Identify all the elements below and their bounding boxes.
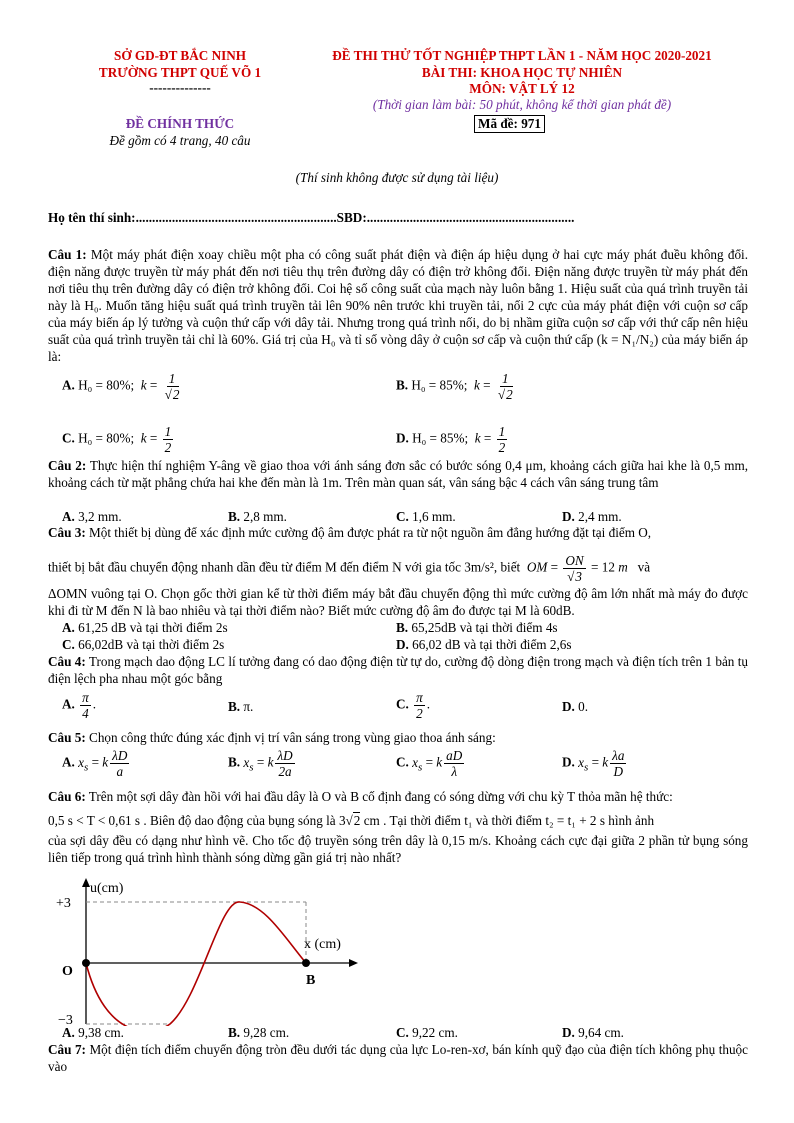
question-5: Câu 5: Chọn công thức đúng xác định vị trí vân sáng trong vùng giao thoa ánh sáng:: [48, 730, 496, 745]
answer-2d: D. 2,4 mm.: [562, 509, 622, 524]
question-1: [48, 246, 748, 365]
answer-letter: C.: [62, 430, 75, 446]
question-3-line2: thiết bị bắt đầu chuyển động nhanh dần đều từ điểm M đến điểm N với gia tốc 3m/s², biết OM = $\frac{ON}{√3}$ = 12 m và: [48, 553, 651, 584]
question-text: Một máy phát điện xoay chiều một pha có công suất phát điện và điện áp hiệu dụng ở hai cực máy phát đuều không đổi. điện năng được truyền từ máy phát đến nơi tiêu thụ trên đường dây có điện trở không đổi. Điện năng được truyền từ máy phát đến nơi tiêu thụ trên đường dây có điện trở không đổi. Coi hệ số công suất của mạch này luôn bằng 1. Hiệu suất của quá trình truyền tải này là H₀. Muốn tăng hiệu suất quá trình truyền tải lên 90% nên trước khi truyền tải, nối 2 cực của máy phát điện với cuộn sơ cấp của máy biến áp lý tưởng và cuộn thứ cấp với dây tải. Nhưng trong quá trình nối, do bị nhầm giữa cuộn sơ cấp với thứ cấp nên hiệu suất của quá trình truyền tải chỉ là 60%. Giá trị của H₀ và tỉ số vòng dây ở cuộn sơ cấp và cuộn thứ cấp (k = N₁/N₂) của máy biến áp là:: [48, 247, 749, 364]
point-b-label: B: [306, 973, 316, 988]
answer-text: H₀ = 80%;: [78, 377, 135, 393]
question-4: Câu 4: Trong mạch dao động LC lí tưởng đang có dao động điện từ tự do, cường độ dòng điện trong mạch và điện tích trên 1 bản tụ điện lệch pha nhau một góc bằng: [48, 654, 749, 686]
answer-4a: A. $\frac{\pi}{4}$ .: [62, 690, 97, 721]
answer-4c: C. $\frac{\pi}{2}$ .: [396, 690, 431, 721]
question-label: Câu 5:: [48, 730, 86, 745]
y-min-label: −3: [58, 1013, 73, 1026]
candidate-line: Họ tên thí sinh:.............................................................SBD:...............................................................: [48, 210, 575, 225]
exam-duration: (Thời gian làm bài: 50 phút, không kể thời gian phát đề): [372, 97, 672, 112]
dept-name: SỞ GD-ĐT BẮC NINH: [113, 48, 247, 63]
answer-6d: D. 9,64 cm.: [562, 1025, 624, 1040]
answer-3c: C. 66,02dB và tại thời điểm 2s: [62, 637, 225, 652]
answer-6a: A. 9,38 cm.: [62, 1025, 124, 1040]
answer-text: H₀ = 85%;: [411, 377, 468, 393]
exam-subject: BÀI THI: KHOA HỌC TỰ NHIÊN: [421, 65, 623, 80]
answer-1a: A. H₀ = 80%; k = $\frac{1}{√2}$: [62, 371, 180, 402]
question-2: [48, 457, 748, 491]
question-label: Câu 2:: [48, 458, 87, 473]
answer-1d: D. H₀ = 85%; k = $\frac{1}{2}$: [396, 424, 506, 455]
origin-label: O: [62, 964, 73, 979]
answer-3d: D. 66,02 dB và tại thời điểm 2,6s: [396, 637, 572, 652]
x-axis-arrow: [349, 959, 358, 967]
question-7: Câu 7: Một điện tích điểm chuyển động tròn đều dưới tác dụng của lực Lo-ren-xơ, bán kính quỹ đạo của điện tích không phụ thuộc vào: [48, 1042, 749, 1074]
answer-text: H₀ = 85%;: [412, 430, 469, 446]
x-axis-label: x (cm): [304, 937, 341, 952]
question-6-line1: Câu 6: Trên một sợi dây đàn hồi với hai đầu dây là O và B cố định đang có sóng dừng với chu kỳ T thỏa mãn hệ thức:: [48, 789, 673, 804]
answer-1b: B. H₀ = 85%; k = $\frac{1}{√2}$: [396, 371, 513, 402]
question-label: Câu 4:: [48, 654, 86, 669]
answer-6b: B. 9,28 cm.: [228, 1025, 290, 1040]
question-label: Câu 6:: [48, 789, 86, 804]
question-6-line3: của sợi dây đều có dạng như hình vẽ. Cho tốc độ truyền sóng trên dây là 0,15 m/s. Khoảng cách cực đại giữa 2 phần tử bụng sóng liên tiếp trong quá trình hình thành sóng dừng gần giá trị nào nhất?: [48, 833, 748, 865]
answer-4d: D. 0.: [562, 699, 589, 714]
exam-code: Mã đề: 971: [474, 115, 545, 133]
answer-3b: B. 65,25dB và tại thời điểm 4s: [396, 620, 558, 635]
answer-1c: C. H₀ = 80%; k = $\frac{1}{2}$: [62, 424, 172, 455]
answer-4b: B. π.: [228, 699, 254, 714]
y-max-label: +3: [56, 896, 71, 911]
answer-letter: A.: [62, 377, 75, 393]
question-text: Thực hiện thí nghiệm Y-âng về giao thoa với ánh sáng đơn sắc có bước sóng 0,4 μm, khoảng cách giữa hai khe là 0,5 mm, khoảng cách từ mặt phẳng chứa hai khe đến màn là 1m. Trên màn quan sát, vân sáng bậc 4 cách vân sáng trung tâm: [48, 458, 749, 490]
answer-2c: C. 1,6 mm.: [396, 509, 456, 524]
official-label: ĐỀ CHÍNH THỨC: [125, 116, 235, 131]
answer-text: H₀ = 80%;: [78, 430, 135, 446]
standing-wave-figure: [50, 878, 360, 1026]
y-axis-arrow: [82, 878, 90, 887]
answer-6c: C. 9,22 cm.: [396, 1025, 458, 1040]
answer-5b: B. $x_s = k$ $\frac{\lambda D}{2a}$: [228, 748, 293, 779]
divider-dashes: --------------: [149, 80, 211, 95]
no-materials-note: (Thí sinh không được sử dụng tài liệu): [295, 170, 499, 185]
question-label: Câu 1:: [48, 247, 87, 262]
question-label: Câu 3:: [48, 525, 86, 540]
answer-2b: B. 2,8 mm.: [228, 509, 287, 524]
question-label: Câu 7:: [48, 1042, 86, 1057]
exam-title: ĐỀ THI THỬ TỐT NGHIỆP THPT LẦN 1 - NĂM HỌC 2020-2021: [332, 48, 712, 63]
answer-letter: D.: [396, 430, 409, 446]
answer-3a: A. 61,25 dB và tại thời điểm 2s: [62, 620, 228, 635]
school-name: TRƯỜNG THPT QUẾ VÕ 1: [98, 65, 262, 80]
page-count: Đề gồm có 4 trang, 40 câu: [109, 133, 251, 148]
point-o: [82, 959, 90, 967]
answer-5c: C. $x_s = k$ $\frac{aD}{\lambda}$: [396, 748, 463, 779]
answer-2a: A. 3,2 mm.: [62, 509, 122, 524]
answer-5d: D. $x_s = k$ $\frac{\lambda a}{D}$: [562, 748, 625, 779]
question-6-line2: 0,5 s < T < 0,61 s . Biên độ dao động của bụng sóng là 3√2 cm . Tại thời điểm t₁ và thời điểm t₂ = t₁ + 2 s hình ảnh: [48, 813, 655, 828]
answer-letter: B.: [396, 377, 409, 393]
question-3-line1: Câu 3: Một thiết bị dùng để xác định mức cường độ âm được phát ra từ nột nguồn âm đẳng hướng đặt tại điểm O,: [48, 525, 652, 540]
wave-curve: [86, 902, 306, 1026]
question-3-line3: ΔOMN vuông tại O. Chọn gốc thời gian kể từ thời điểm máy bắt đầu chuyển động thì mức cường độ âm lớn nhất mà máy đo được khi đi từ M đến N là bao nhiêu và tại thời điểm nào? Biết mức cường độ âm đo được tại M là 60dB.: [48, 586, 748, 618]
answer-5a: A. $x_s = k$ $\frac{\lambda D}{a}$: [62, 748, 128, 779]
y-axis-label: u(cm): [90, 881, 124, 896]
point-b: [302, 959, 310, 967]
exam-course: MÔN: VẬT LÝ 12: [469, 81, 575, 96]
